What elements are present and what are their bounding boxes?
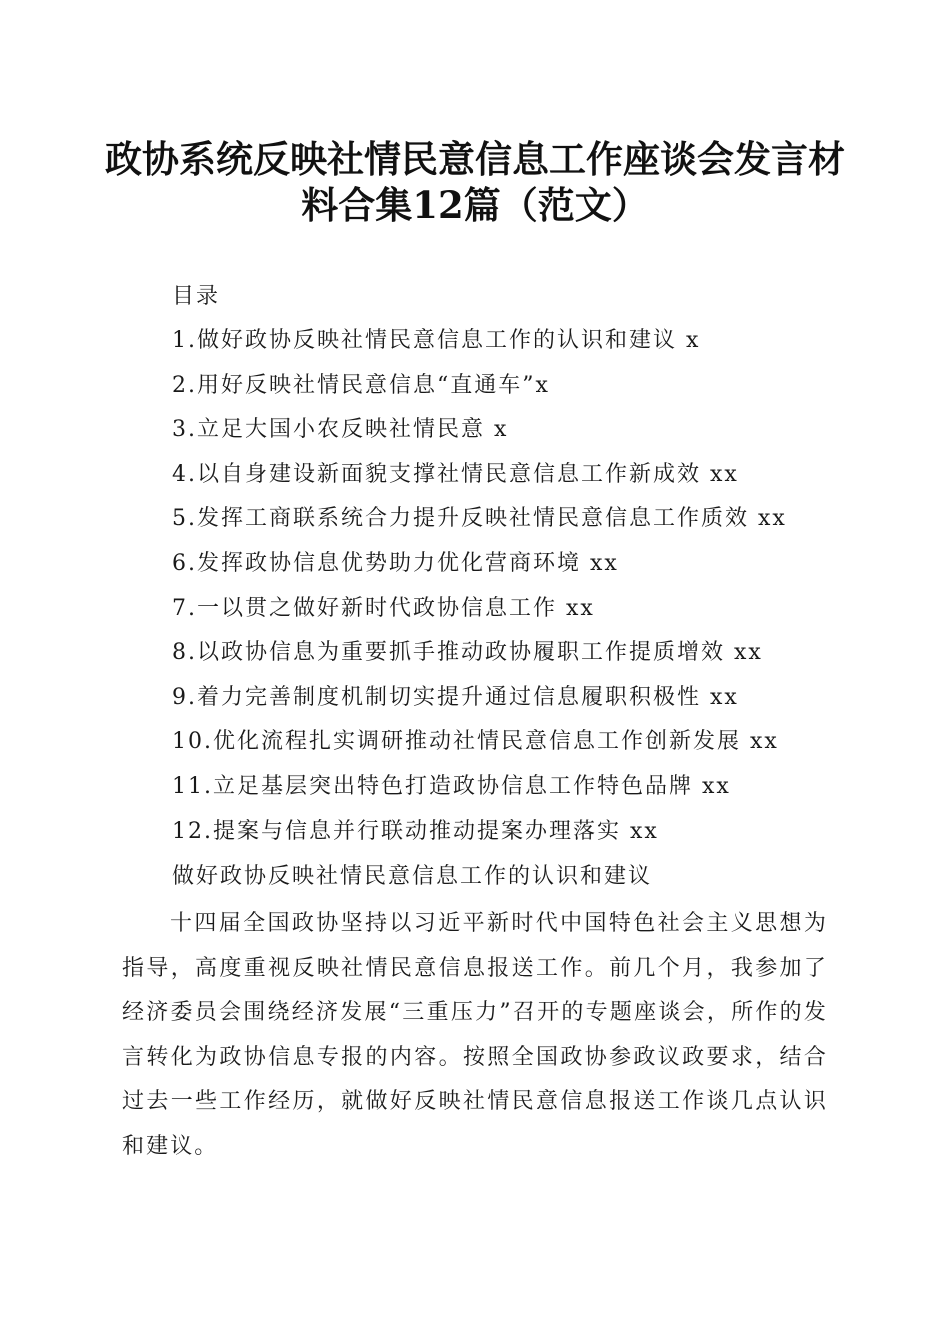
toc-item: 4.以自身建设新面貌支撑社情民意信息工作新成效 xx bbox=[172, 461, 739, 487]
section-title: 做好政协反映社情民意信息工作的认识和建议 bbox=[172, 864, 653, 889]
document-title-line-2: 料合集12篇（范文） bbox=[301, 183, 649, 227]
toc-item: 7.一以贯之做好新时代政协信息工作 xx bbox=[172, 595, 595, 621]
toc-heading: 目录 bbox=[172, 284, 221, 309]
toc-item: 11.立足基层突出特色打造政协信息工作特色品牌 xx bbox=[172, 773, 731, 799]
toc-item: 9.着力完善制度机制切实提升通过信息履职积极性 xx bbox=[172, 684, 739, 710]
toc-item: 8.以政协信息为重要抓手推动政协履职工作提质增效 xx bbox=[172, 640, 763, 666]
toc-list bbox=[172, 326, 787, 861]
toc-item: 6.发挥政协信息优势助力优化营商环境 xx bbox=[172, 550, 619, 576]
toc-item: 3.立足大国小农反映社情民意 x bbox=[172, 417, 509, 443]
toc-item: 5.发挥工商联系统合力提升反映社情民意信息工作质效 xx bbox=[172, 506, 787, 532]
toc-item: 12.提案与信息并行联动推动提案办理落实 xx bbox=[172, 818, 659, 844]
toc-item: 1.做好政协反映社情民意信息工作的认识和建议 x bbox=[172, 328, 701, 353]
document-title-line-1: 政协系统反映社情民意信息工作座谈会发言材 bbox=[105, 137, 845, 181]
body-paragraph: 十四届全国政协坚持以习近平新时代中国特色社会主义思想为指导，高度重视反映社情民意信息报送工作。前几个月，我参加了经济委员会围绕经济发展“三重压力”召开的专题座谈会，所作的发言转化为政协信息专报的内容。按照全国政协参政议政要求，结合过去一些工作经历，就做好反映社情民意信息报送工作谈几点认识和建议。 bbox=[122, 911, 828, 1159]
toc-item: 2.用好反映社情民意信息“直通车”x bbox=[172, 372, 550, 398]
toc-item: 10.优化流程扎实调研推动社情民意信息工作创新发展 xx bbox=[172, 729, 779, 755]
